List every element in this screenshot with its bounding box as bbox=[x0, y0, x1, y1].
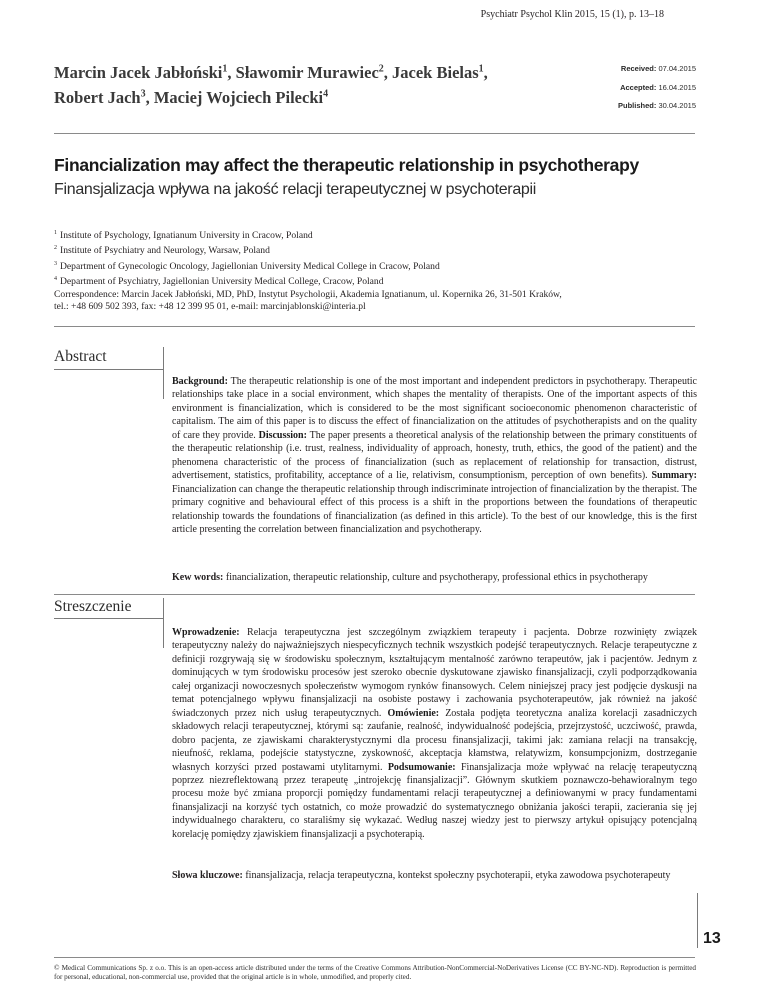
affiliation: $^2$ Institute of Psychiatry and Neurology, Warsaw, Poland bbox=[54, 245, 270, 257]
section-divider bbox=[54, 594, 695, 595]
footer-divider bbox=[54, 957, 695, 958]
abstract-heading: Abstract bbox=[54, 348, 107, 365]
article-title-polish: Finansjalizacja wpływa na jakość relacji terapeutycznej w psychoterapii bbox=[54, 181, 537, 198]
affiliation: $^1$ Institute of Psychology, Ignatianum University in Cracow, Poland bbox=[54, 230, 313, 242]
article-title: Financialization may affect the therapeutic relationship in psychotherapy bbox=[54, 155, 639, 175]
abstract-keywords: Kew words: financialization, therapeutic relationship, culture and psychotherapy, professional ethics in psychotherapy bbox=[172, 572, 648, 583]
published-date: Published: 30.04.2015 bbox=[618, 101, 696, 110]
affiliation: $^4$ Department of Psychiatry, Jagiellonian University Medical College, Cracow, Poland bbox=[54, 276, 384, 288]
accepted-date: Accepted: 16.04.2015 bbox=[620, 82, 696, 92]
header-divider bbox=[54, 133, 695, 134]
page-number: 13 bbox=[703, 930, 721, 947]
author: Sławomir Murawiec$^2$, bbox=[235, 63, 393, 82]
author: Maciej Wojciech Pilecki$^4$ bbox=[153, 88, 329, 107]
correspondence: Correspondence: Marcin Jacek Jabłoński, MD, PhD, Instytut Psychologii, Akademia Ignatianum, ul. Kopernika 26, 31-501 Kraków, bbox=[54, 288, 562, 300]
streszczenie-keywords: Słowa kluczowe: finansjalizacja, relacja terapeutyczna, kontekst społeczny psychoterapii, etyka zawodowa psychoterapeuty bbox=[172, 870, 671, 881]
streszczenie-heading: Streszczenie bbox=[54, 598, 132, 615]
abstract-heading-rule bbox=[54, 369, 164, 370]
page-number-rule bbox=[697, 893, 698, 948]
streszczenie-vertical-rule bbox=[163, 598, 164, 648]
received-date: Received: 07.04.2015 bbox=[620, 64, 696, 73]
affiliation: $^3$ Department of Gynecologic Oncology, Jagiellonian University Medical College in Cracow, Poland bbox=[54, 260, 440, 272]
abstract-vertical-rule bbox=[163, 347, 164, 399]
affiliation-divider bbox=[54, 326, 695, 327]
author-list bbox=[54, 60, 554, 110]
license-notice: © Medical Communications Sp. z o.o. This is an open-access article distributed under the terms of the Creative Commons Attribution-NonCommercial-NoDerivatives License (CC BY-NC-ND). Reproduction is permitted for personal, educational, non-commercial use, provided that the original article is in whole, unmodified, and properly cited. bbox=[54, 964, 696, 982]
abstract-text: Background: The therapeutic relationship is one of the most important and independent predictors in psychotherapy. Therapeutic relationships take place in a social environment, which shapes the mentality of therapists. One of the important aspects of this environment is financialization, which is considered to be the most significant socioeconomic phenomenon characteristic of capitalism. The aim of this paper is to discuss the effect of financialization on the attitudes of psychotherapists and on the quality of care they provide. Discussion: The paper presents a theoretical analysis of the relationship between the primary constituents of the therapeutic relationship (i.e. trust, realness, individuality of approach, honesty, truth, ethics, the good of the patient) and the phenomena characteristic of the process of financialization (such as replacement of relationship for transaction, distrust, advertisement, statistics, profitability, acceptance of a lie, relativism, consumptionism, perception of own benefits). Summary: Financialization can change the therapeutic relationship through indiscriminate introjection of financialization by the therapist. The primary cognitive and behavioural effect of this process is a shift in the proportions between the foundations of therapeutic relationship towards the foundations of financialization (as defined in this article). To the best of our knowledge, this is the first article presenting the correlation between financialization and psychotherapy. bbox=[172, 376, 697, 535]
correspondence-contact: tel.: +48 609 502 393, fax: +48 12 399 95 01, e-mail: marcinjablonski@interia.pl bbox=[54, 300, 366, 312]
streszczenie-text: Wprowadzenie: Relacja terapeutyczna jest szczególnym związkiem terapeuty i pacjenta. Dobrze rozwinięty związek terapeutyczny należy do najważniejszych niespecyficznych technik wszystkich podejść terapeutycznych. Relacje terapeutyczne z definicji rozgrywają się w środowisku społecznym, kształtującym mentalność zarówno terapeutów, jak i pacjentów. Jednym z dominujących w tym środowisku procesów jest szeroko obecnie dyskutowane zjawisko finansjalizacji, czyli podporządkowania całej organizacji nowoczesnych społeczeństw wymogom rynków finansowych. Celem niniejszej pracy jest podjęcie dyskusji na temat potencjalnego wpływu finansjalizacji na osobiste postawy i zachowania psychoterapeutów, jak również na jakość świadczonych przez nich usług terapeutycznych. Omówienie: Została podjęta teoretyczna analiza korelacji zasadniczych składowych relacji terapeutycznej, którymi są: zaufanie, realność, indywidualność podejścia, przejrzystość, uczciwość, prawda, dobro pacjenta, ze zjawiskami charakterystycznymi dla procesu finansjalizacji, takimi jak: zamiana relacji na transakcję, nieufność, reklama, podejście statystyczne, zyskowność, akceptacja kłamstwa, relatywizm, konsumpcjonizm, dostrzeganie własnych korzyści przed postawami utylitarnymi. Podsumowanie: Finansjalizacja może wpływać na relację terapeutyczną poprzez niezreflektowaną przez terapeutę „introjekcję finansjalizacji”. Głównym skutkiem poznawczo-behawioralnym tego procesu może być zmiana proporcji pomiędzy fundamentami relacji terapeutycznej a definiowanymi w pracy fundamentami finansjalizacji na korzyść tych ostatnich, co może prowadzić do systematycznego obniżania jakości terapii, zacierania się jej indywidualnego charakteru, co staraliśmy się wykazać. Według naszej wiedzy jest to pierwszy artykuł opisujący potencjalną korelację pomiędzy zjawiskiem finansjalizacji a psychoterapią. bbox=[172, 627, 698, 840]
author: Marcin Jacek Jabłoński$^1$, bbox=[54, 63, 236, 82]
affiliations bbox=[54, 227, 699, 313]
streszczenie-heading-rule bbox=[54, 618, 164, 619]
author: Robert Jach$^3$, bbox=[54, 88, 154, 107]
journal-reference: Psychiatr Psychol Klin 2015, 15 (1), p. 13–18 bbox=[480, 9, 664, 20]
author: Jacek Bielas$^1$, bbox=[392, 63, 488, 82]
article-dates bbox=[610, 60, 696, 116]
